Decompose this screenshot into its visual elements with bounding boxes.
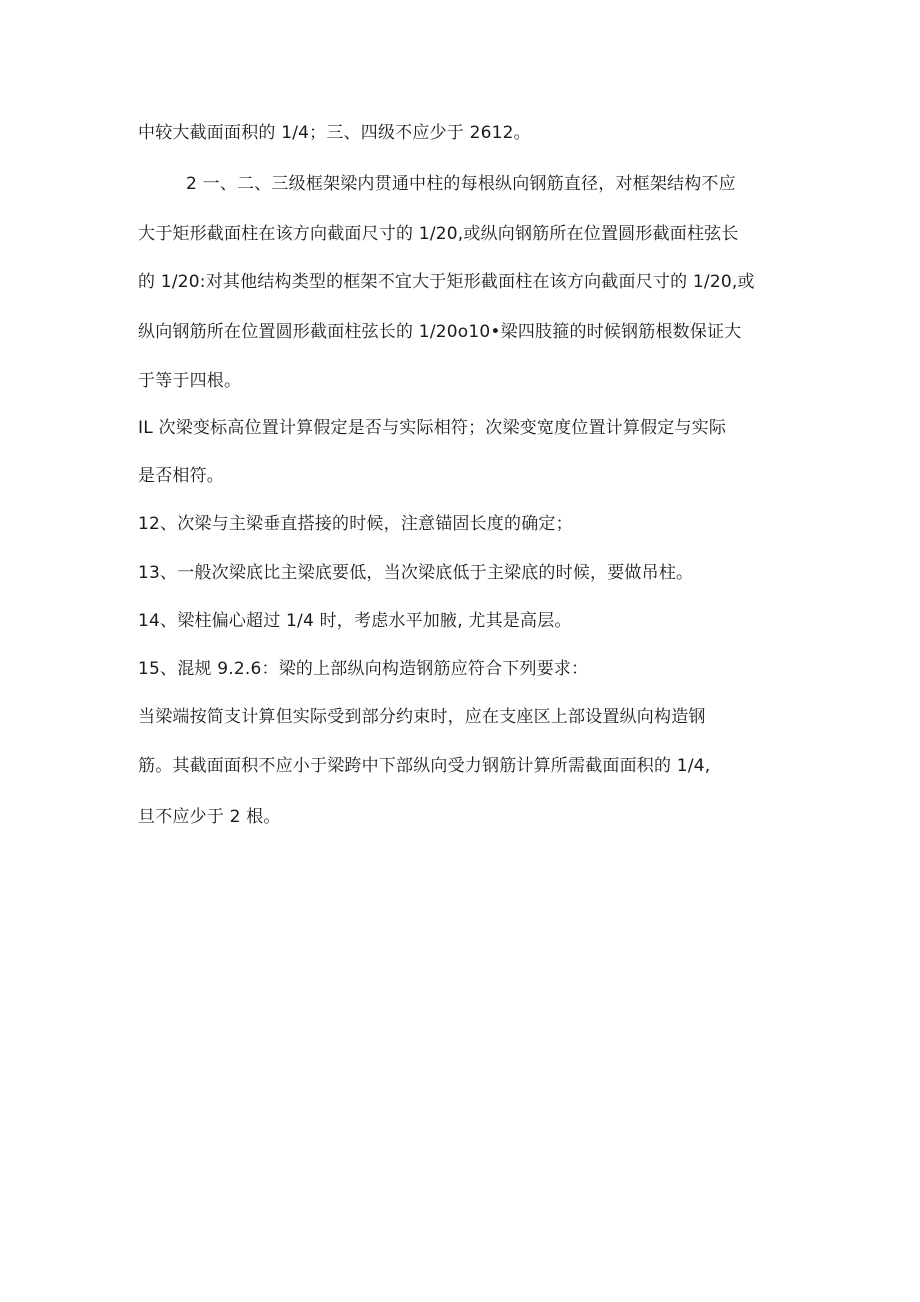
text-line-10: 13、一般次梁底比主梁底要低，当次梁底低于主梁底的时候，要做吊柱。 — [138, 563, 694, 583]
text-line-1: 中较大截面面积的 1/4；三、四级不应少于 2612。 — [138, 123, 531, 143]
text-line-11: 14、梁柱偏心超过 1/4 时，考虑水平加腋, 尤其是高层。 — [138, 611, 572, 631]
text-line-4: 的 1/20:对其他结构类型的框架不宜大于矩形截面柱在该方向截面尺寸的 1/20,或 — [138, 272, 755, 292]
text-line-6: 于等于四根。 — [138, 371, 242, 391]
text-line-8: 是否相符。 — [138, 466, 224, 486]
text-line-14: 筋。其截面面积不应小于梁跨中下部纵向受力钢筋计算所需截面面积的 1/4, — [138, 756, 711, 776]
text-line-15: 旦不应少于 2 根。 — [138, 807, 281, 827]
text-line-13: 当梁端按简支计算但实际受到部分约束时，应在支座区上部设置纵向构造钢 — [138, 707, 706, 727]
text-line-5: 纵向钢筋所在位置圆形截面柱弦长的 1/20o10•梁四肢箍的时候钢筋根数保证大 — [138, 322, 742, 342]
text-line-3: 大于矩形截面柱在该方向截面尺寸的 1/20,或纵向钢筋所在位置圆形截面柱弦长 — [138, 224, 739, 244]
text-line-7: IL 次梁变标高位置计算假定是否与实际相符；次梁变宽度位置计算假定与实际 — [138, 418, 727, 438]
text-line-9: 12、次梁与主梁垂直搭接的时候，注意锚固长度的确定； — [138, 514, 573, 534]
text-line-12: 15、混规 9.2.6：梁的上部纵向构造钢筋应符合下列要求： — [138, 659, 589, 679]
text-line-2: 2 一、二、三级框架梁内贯通中柱的每根纵向钢筋直径，对框架结构不应 — [186, 174, 736, 194]
